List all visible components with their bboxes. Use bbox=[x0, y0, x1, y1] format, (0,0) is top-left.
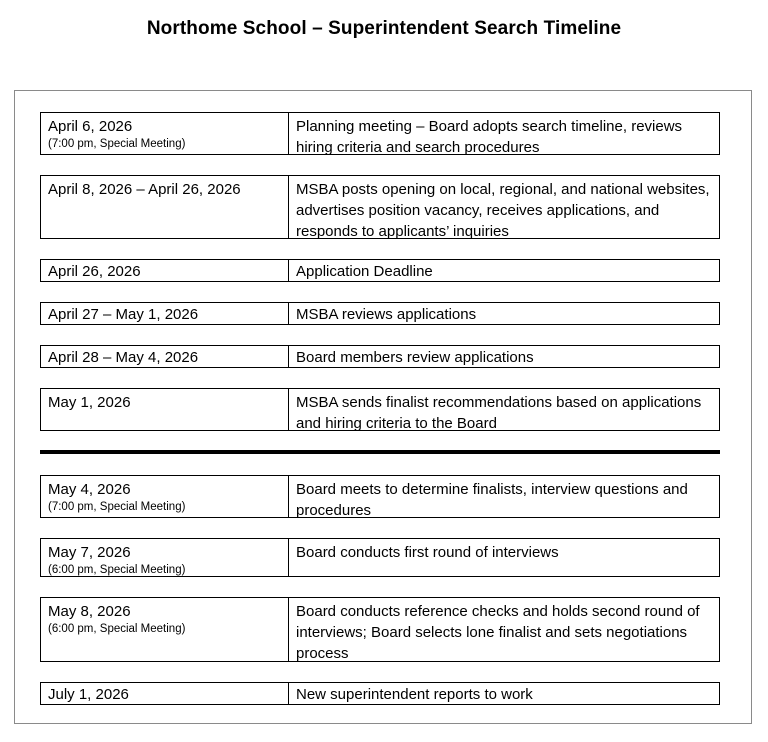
timeline-row bbox=[40, 682, 720, 705]
timeline-row bbox=[40, 597, 720, 662]
meeting-note: (6:00 pm, Special Meeting) bbox=[48, 564, 186, 576]
timeline-row bbox=[40, 302, 720, 325]
timeline-date: April 26, 2026 bbox=[48, 263, 141, 280]
meeting-note: (6:00 pm, Special Meeting) bbox=[48, 623, 186, 635]
timeline-row bbox=[40, 388, 720, 431]
timeline-date: May 4, 2026 bbox=[48, 481, 131, 498]
timeline-row bbox=[40, 475, 720, 518]
date-cell bbox=[41, 303, 289, 324]
timeline-date: May 7, 2026 bbox=[48, 544, 131, 561]
timeline-row bbox=[40, 259, 720, 282]
timeline-description: New superintendent reports to work bbox=[296, 686, 533, 703]
date-cell bbox=[41, 260, 289, 281]
timeline-row bbox=[40, 345, 720, 368]
date-cell bbox=[41, 176, 289, 238]
timeline-description: MSBA posts opening on local, regional, and national websites, advertises position vacancy, receives applications, and responds to applicants’ inquiries bbox=[296, 181, 710, 240]
date-cell bbox=[41, 598, 289, 661]
timeline-date: April 8, 2026 – April 26, 2026 bbox=[48, 181, 241, 198]
timeline-date: April 27 – May 1, 2026 bbox=[48, 306, 199, 323]
timeline-description: Board meets to determine finalists, interview questions and procedures bbox=[296, 481, 688, 519]
timeline-row bbox=[40, 175, 720, 239]
meeting-note: (7:00 pm, Special Meeting) bbox=[48, 138, 186, 150]
timeline-description: MSBA sends finalist recommendations based on applications and hiring criteria to the Board bbox=[296, 394, 702, 432]
date-cell bbox=[41, 346, 289, 367]
section-divider bbox=[40, 450, 720, 454]
timeline-description: Board conducts reference checks and holds second round of interviews; Board selects lone finalist and sets negotiations process bbox=[296, 603, 700, 662]
timeline-date: May 1, 2026 bbox=[48, 394, 131, 411]
timeline-description: Application Deadline bbox=[296, 263, 433, 280]
meeting-note: (7:00 pm, Special Meeting) bbox=[48, 501, 186, 513]
timeline-description: Board conducts first round of interviews bbox=[296, 544, 559, 561]
timeline-date: April 6, 2026 bbox=[48, 118, 133, 135]
date-cell bbox=[41, 539, 289, 576]
timeline-description: Board members review applications bbox=[296, 349, 534, 366]
page-title: Northome School – Superintendent Search Timeline bbox=[146, 18, 622, 39]
timeline-date: May 8, 2026 bbox=[48, 603, 131, 620]
date-cell bbox=[41, 476, 289, 517]
timeline-row bbox=[40, 112, 720, 155]
timeline-description: Planning meeting – Board adopts search timeline, reviews hiring criteria and search procedures bbox=[296, 118, 683, 156]
timeline-description: MSBA reviews applications bbox=[296, 306, 477, 323]
timeline-date: July 1, 2026 bbox=[48, 686, 129, 703]
date-cell bbox=[41, 683, 289, 704]
timeline-date: April 28 – May 4, 2026 bbox=[48, 349, 199, 366]
date-cell bbox=[41, 389, 289, 430]
date-cell bbox=[41, 113, 289, 154]
timeline-row bbox=[40, 538, 720, 577]
